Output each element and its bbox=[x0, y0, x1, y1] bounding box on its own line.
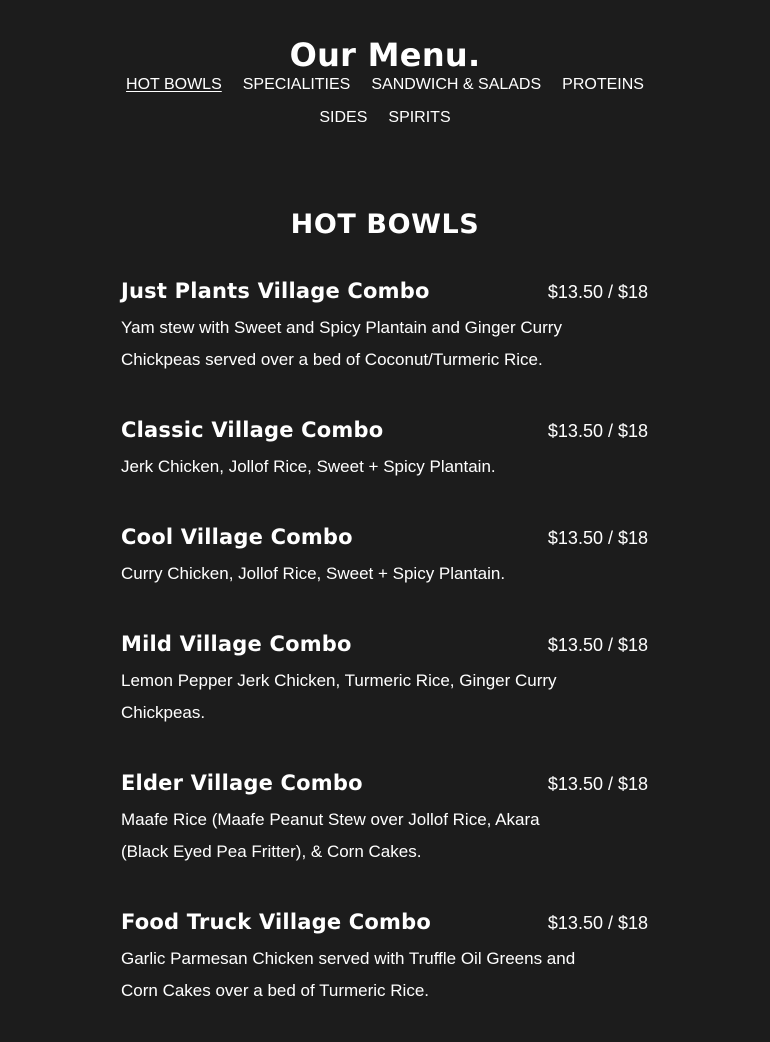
nav-link-sides[interactable]: SIDES bbox=[319, 109, 368, 126]
menu-item-description: Maafe Rice (Maafe Peanut Stew over Jollof Rice, Akara (Black Eyed Pea Fritter), & Corn Cakes. bbox=[121, 810, 540, 861]
menu-item-header bbox=[121, 764, 648, 804]
nav-link-proteins[interactable]: PROTEINS bbox=[562, 76, 644, 93]
nav-link-hot-bowls[interactable]: HOT BOWLS bbox=[126, 76, 222, 93]
menu-item bbox=[121, 272, 648, 376]
menu-item-name: Classic Village Combo bbox=[121, 418, 384, 442]
menu-item-price: $13.50 / $18 bbox=[547, 774, 648, 794]
menu-item-name: Mild Village Combo bbox=[121, 632, 352, 656]
menu-item-price: $13.50 / $18 bbox=[547, 913, 648, 933]
page-title: Our Menu. bbox=[289, 36, 481, 75]
menu-item-description: Curry Chicken, Jollof Rice, Sweet + Spicy Plantain. bbox=[121, 564, 506, 583]
menu-item-header bbox=[121, 272, 648, 312]
section-heading: HOT BOWLS bbox=[290, 209, 480, 241]
menu-item-description: Yam stew with Sweet and Spicy Plantain and Ginger Curry Chickpeas served over a bed of Coconut/Turmeric Rice. bbox=[121, 318, 562, 369]
menu-item-price: $13.50 / $18 bbox=[547, 528, 648, 548]
menu-item-description: Lemon Pepper Jerk Chicken, Turmeric Rice, Ginger Curry Chickpeas. bbox=[121, 671, 557, 722]
menu-item-header bbox=[121, 903, 648, 943]
menu-item-price: $13.50 / $18 bbox=[547, 635, 648, 655]
nav-link-spirits[interactable]: SPIRITS bbox=[388, 109, 451, 126]
menu-item-price: $13.50 / $18 bbox=[547, 421, 648, 441]
menu-item bbox=[121, 518, 648, 590]
nav-row bbox=[0, 101, 770, 134]
menu-item bbox=[121, 764, 648, 868]
menu-item-name: Just Plants Village Combo bbox=[121, 279, 430, 303]
menu-item-description: Jerk Chicken, Jollof Rice, Sweet + Spicy Plantain. bbox=[121, 457, 496, 476]
menu-item-name: Cool Village Combo bbox=[121, 525, 353, 549]
menu-item-name: Elder Village Combo bbox=[121, 771, 363, 795]
menu-item bbox=[121, 625, 648, 729]
nav-link-sandwich-salads[interactable]: SANDWICH & SALADS bbox=[371, 76, 542, 93]
menu-item bbox=[121, 903, 648, 1007]
menu-item-description: Garlic Parmesan Chicken served with Truffle Oil Greens and Corn Cakes over a bed of Turmeric Rice. bbox=[121, 949, 576, 1000]
menu-item-list bbox=[121, 272, 648, 1042]
nav-row bbox=[0, 68, 770, 101]
nav-link-specialities[interactable]: SPECIALITIES bbox=[242, 76, 351, 93]
menu-item-name: Food Truck Village Combo bbox=[121, 910, 431, 934]
menu-item-price: $13.50 / $18 bbox=[547, 282, 648, 302]
menu-item-header bbox=[121, 518, 648, 558]
menu-item bbox=[121, 411, 648, 483]
menu-item-header bbox=[121, 625, 648, 665]
menu-category-nav bbox=[0, 68, 770, 134]
menu-item-header bbox=[121, 411, 648, 451]
